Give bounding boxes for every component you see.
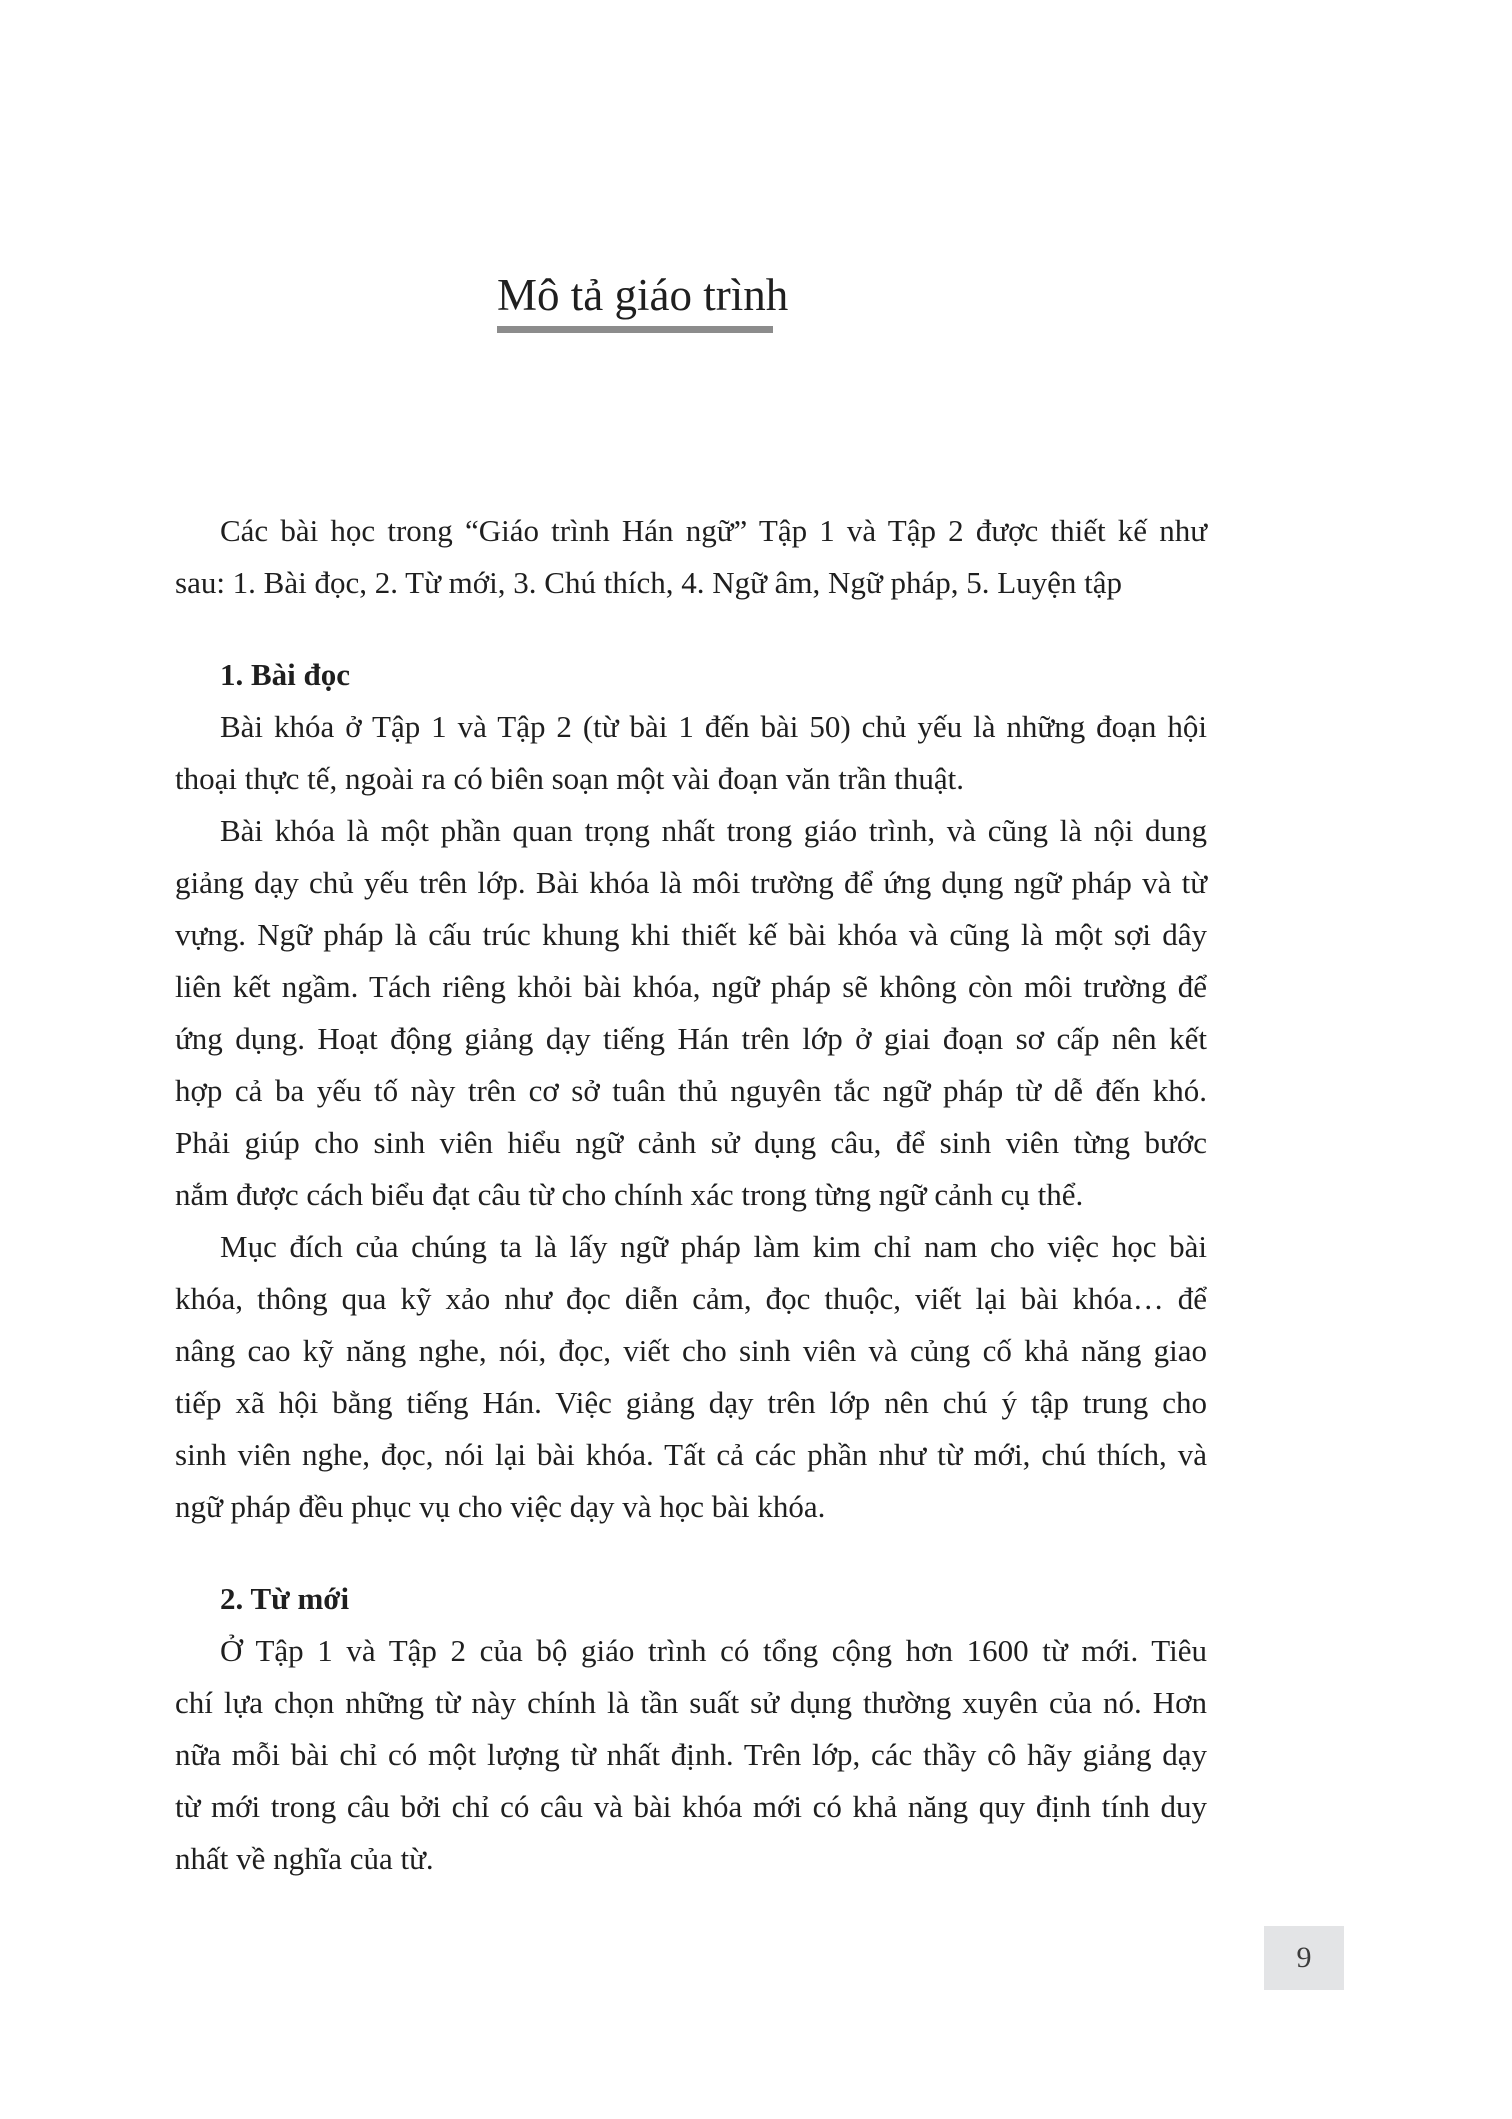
- text-line: liên kết ngầm. Tách riêng khỏi bài khóa, ngữ pháp sẽ không còn môi trường để: [175, 969, 1207, 1004]
- text-line: khóa, thông qua kỹ xảo như đọc diễn cảm, đọc thuộc, viết lại bài khóa… để: [175, 1281, 1207, 1316]
- paragraph: [175, 805, 1207, 1221]
- page-title: Mô tả giáo trình: [497, 270, 789, 321]
- paragraph: [175, 701, 1207, 805]
- paragraph: [175, 1221, 1207, 1533]
- text-line: sau: 1. Bài đọc, 2. Từ mới, 3. Chú thích, 4. Ngữ âm, Ngữ pháp, 5. Luyện tập: [175, 565, 1123, 600]
- text-line: Mục đích của chúng ta là lấy ngữ pháp làm kim chỉ nam cho việc học bài: [220, 1229, 1207, 1264]
- page-number-text: 9: [1296, 1941, 1312, 1974]
- text-line: nhất về nghĩa của từ.: [175, 1841, 434, 1876]
- text-line: hợp cả ba yếu tố này trên cơ sở tuân thủ nguyên tắc ngữ pháp từ dễ đến khó.: [175, 1073, 1207, 1108]
- text-line: từ mới trong câu bởi chỉ có câu và bài khóa mới có khả năng quy định tính duy: [175, 1789, 1207, 1824]
- text-line: Các bài học trong “Giáo trình Hán ngữ” Tập 1 và Tập 2 được thiết kế như: [220, 513, 1207, 548]
- page-number-badge: [1264, 1926, 1344, 1990]
- text-line: thoại thực tế, ngoài ra có biên soạn một vài đoạn văn trần thuật.: [175, 761, 964, 796]
- paragraph: [175, 505, 1207, 609]
- text-line: sinh viên nghe, đọc, nói lại bài khóa. Tất cả các phần như từ mới, chú thích, và: [175, 1437, 1207, 1472]
- text-line: tiếp xã hội bằng tiếng Hán. Việc giảng dạy trên lớp nên chú ý tập trung cho: [175, 1385, 1207, 1420]
- section-heading: 2. Từ mới: [220, 1581, 350, 1616]
- section-heading: 1. Bài đọc: [220, 657, 351, 692]
- text-line: nữa mỗi bài chỉ có một lượng từ nhất định. Trên lớp, các thầy cô hãy giảng dạy: [175, 1737, 1207, 1772]
- paragraph: [175, 1625, 1207, 1885]
- text-line: ngữ pháp đều phục vụ cho việc dạy và học bài khóa.: [175, 1489, 826, 1524]
- title-underline-rule: [497, 326, 773, 333]
- text-line: Bài khóa ở Tập 1 và Tập 2 (từ bài 1 đến bài 50) chủ yếu là những đoạn hội: [220, 709, 1207, 744]
- text-line: chí lựa chọn những từ này chính là tần suất sử dụng thường xuyên của nó. Hơn: [175, 1685, 1207, 1720]
- document-body: [175, 505, 1207, 1885]
- text-line: nâng cao kỹ năng nghe, nói, đọc, viết cho sinh viên và củng cố khả năng giao: [175, 1333, 1207, 1368]
- text-line: nắm được cách biểu đạt câu từ cho chính xác trong từng ngữ cảnh cụ thể.: [175, 1177, 1084, 1212]
- text-line: Bài khóa là một phần quan trọng nhất trong giáo trình, và cũng là nội dung: [220, 813, 1207, 848]
- text-line: giảng dạy chủ yếu trên lớp. Bài khóa là môi trường để ứng dụng ngữ pháp và từ: [175, 865, 1207, 900]
- text-line: ứng dụng. Hoạt động giảng dạy tiếng Hán trên lớp ở giai đoạn sơ cấp nên kết: [175, 1021, 1207, 1056]
- text-line: Phải giúp cho sinh viên hiểu ngữ cảnh sử dụng câu, để sinh viên từng bước: [175, 1125, 1207, 1160]
- text-line: vựng. Ngữ pháp là cấu trúc khung khi thiết kế bài khóa và cũng là một sợi dây: [175, 917, 1207, 952]
- text-line: Ở Tập 1 và Tập 2 của bộ giáo trình có tổng cộng hơn 1600 từ mới. Tiêu: [220, 1633, 1207, 1668]
